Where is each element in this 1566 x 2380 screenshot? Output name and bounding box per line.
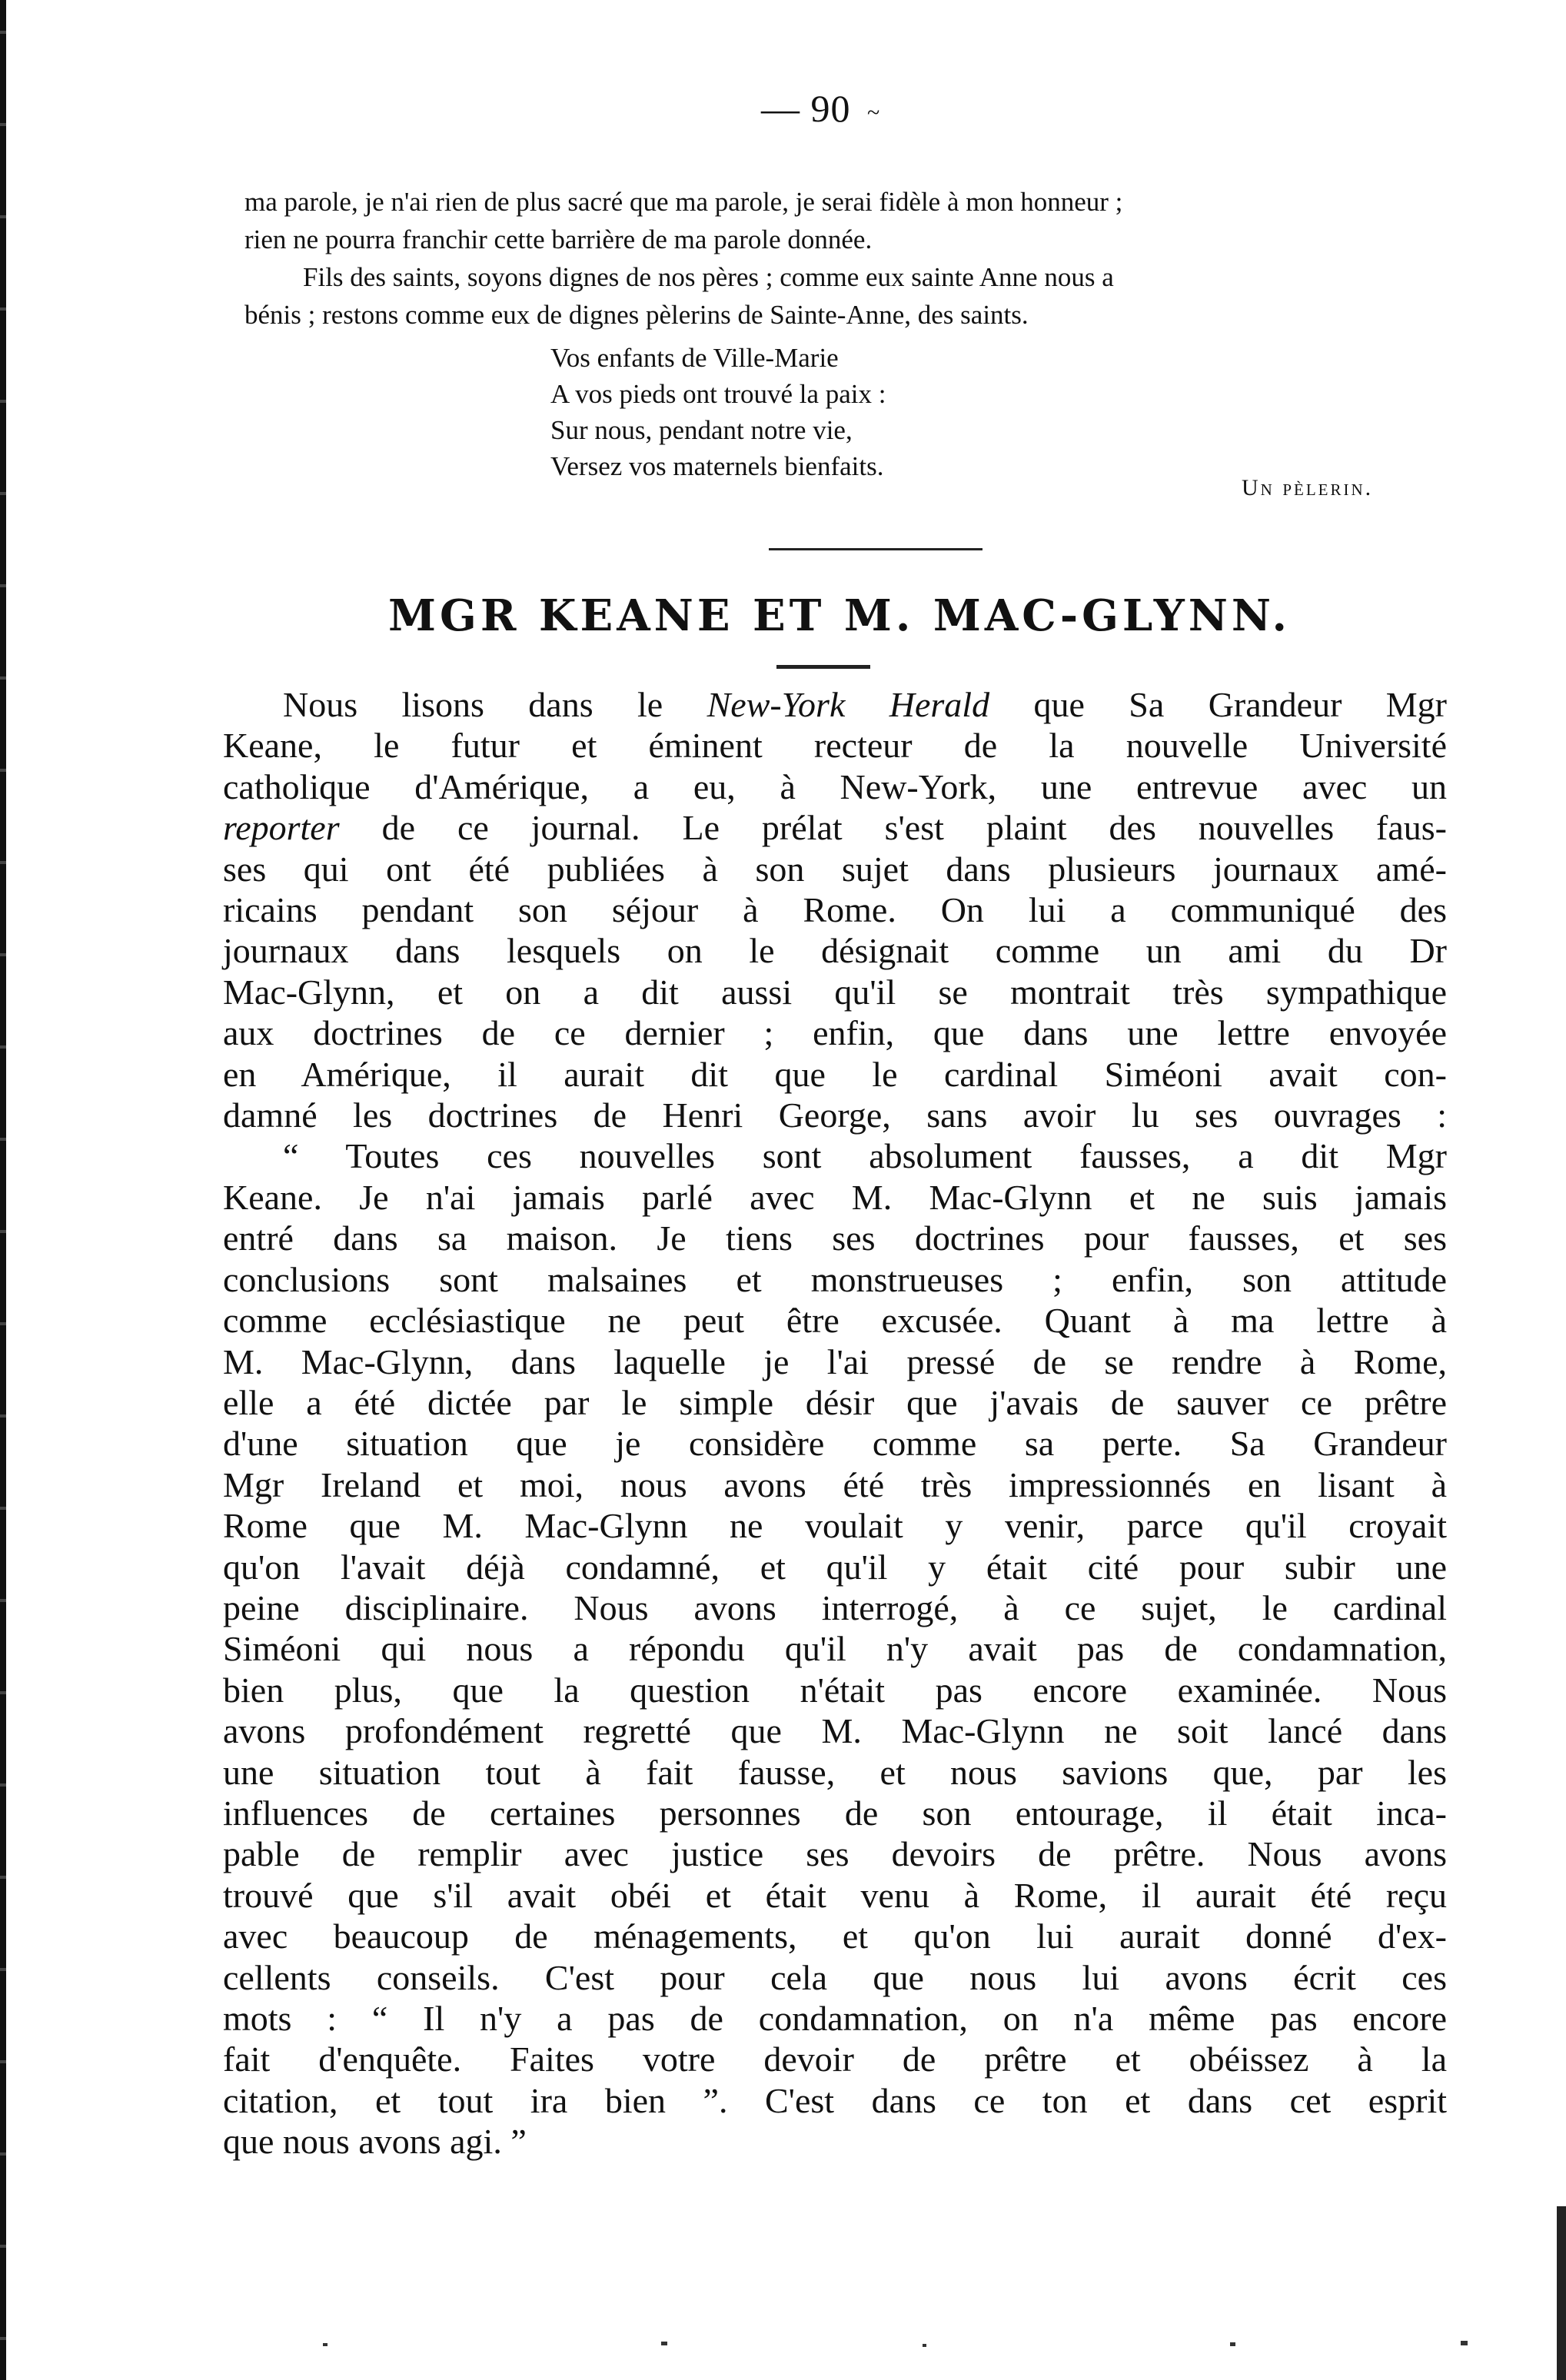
article-line: une situation tout à fait fausse, et nous savions que, par les [223, 1752, 1447, 1792]
poem-verse: Versez vos maternels bienfaits. [550, 451, 884, 481]
intro-text [244, 183, 1459, 334]
intro-paragraph-1 [244, 183, 1459, 258]
article-line: mots : “ Il n'y a pas de condamnation, on n'a même pas encore [223, 1999, 1447, 2038]
intro-paragraph-2 [244, 258, 1459, 334]
poem-verse: Sur nous, pendant notre vie, [550, 415, 853, 445]
scan-border-right [1557, 2206, 1566, 2380]
article-line: ses qui ont été publiées à son sujet dans plusieurs journaux amé- [223, 849, 1447, 889]
intro-line: ma parole, je n'ai rien de plus sacré que ma parole, je serai fidèle à mon honneur ; [244, 187, 1123, 217]
article-line: pable de remplir avec justice ses devoirs de prêtre. Nous avons [223, 1834, 1447, 1874]
poem-verse: A vos pieds ont trouvé la paix : [550, 379, 886, 409]
poem [550, 340, 886, 484]
article-line: influences de certaines personnes de son entourage, il était inca- [223, 1793, 1447, 1833]
article-line: trouvé que s'il avait obéi et était venu à Rome, il aurait été reçu [223, 1875, 1447, 1915]
article-line: conclusions sont malsaines et monstrueuses ; enfin, son attitude [223, 1259, 1447, 1299]
article-title: MGR KEANE ET M. MAC-GLYNN. [388, 590, 1291, 641]
page-number [761, 86, 880, 131]
article-line: peine disciplinaire. Nous avons interrogé, à ce sujet, le cardinal [223, 1587, 1447, 1627]
article-body [223, 684, 1447, 2162]
scan-border-left [0, 0, 6, 2380]
article-line: Mgr Ireland et moi, nous avons été très impressionnés en lisant à [223, 1464, 1447, 1504]
article-line: M. Mac-Glynn, dans laquelle je l'ai pressé de se rendre à Rome, [223, 1341, 1447, 1381]
article-line: avec beaucoup de ménagements, et qu'on lui aurait donné d'ex- [223, 1916, 1447, 1956]
title-underline [776, 665, 870, 669]
article-line: Siméoni qui nous a répondu qu'il n'y avait pas de condamnation, [223, 1629, 1447, 1669]
intro-line: bénis ; restons comme eux de dignes pèlerins de Sainte-Anne, des saints. [244, 300, 1029, 330]
intro-line: Fils des saints, soyons dignes de nos pères ; comme eux sainte Anne nous a [303, 262, 1114, 292]
article-line: citation, et tout ira bien ”. C'est dans ce ton et dans cet esprit [223, 2080, 1447, 2120]
page-number-ornament: ~ [867, 99, 881, 125]
article-line [223, 807, 1447, 848]
article-line: aux doctrines de ce dernier ; enfin, que dans une lettre envoyée [223, 1013, 1447, 1053]
article-line: Keane, le futur et éminent recteur de la nouvelle Université [223, 726, 1447, 766]
article-line: ricains pendant son séjour à Rome. On lui a communiqué des [223, 890, 1447, 930]
article-line: “ Toutes ces nouvelles sont absolument fausses, a dit Mgr [283, 1136, 1447, 1176]
article-line: cellents conseils. C'est pour cela que nous lui avons écrit ces [223, 1957, 1447, 1997]
article-line: elle a été dictée par le simple désir que j'avais de sauver ce prêtre [223, 1382, 1447, 1422]
article-line: en Amérique, il aurait dit que le cardinal Siméoni avait con- [223, 1054, 1447, 1094]
poem-verse: Vos enfants de Ville-Marie [550, 343, 839, 373]
article-line: d'une situation que je considère comme sa perte. Sa Grandeur [223, 1424, 1447, 1464]
intro-line: rien ne pourra franchir cette barrière de ma parole donnée. [244, 224, 873, 254]
article-line [223, 684, 1447, 725]
article-line-text: de ce journal. Le prélat s'est plaint des nouvelles faus- [339, 808, 1447, 848]
signature: Un pèlerin. [1242, 475, 1374, 500]
italic-title: reporter [223, 808, 340, 848]
article-line: comme ecclésiastique ne peut être excusée. Quant à ma lettre à [223, 1301, 1447, 1341]
page-number-value: 90 [810, 87, 851, 130]
article-line: journaux dans lesquels on le désignait comme un ami du Dr [223, 931, 1447, 971]
article-line: catholique d'Amérique, a eu, à New-York, une entrevue avec un [223, 766, 1447, 806]
article-line: que nous avons agi. ” [223, 2122, 527, 2162]
section-divider [769, 548, 982, 550]
article-line-text: Nous lisons dans le [283, 685, 707, 724]
italic-title: New-York Herald [707, 685, 990, 724]
article-line: qu'on l'avait déjà condamné, et qu'il y était cité pour subir une [223, 1547, 1447, 1587]
page-number-prefix: — [761, 87, 800, 130]
article-line: entré dans sa maison. Je tiens ses doctrines pour fausses, et ses [223, 1218, 1447, 1258]
article-line: damné les doctrines de Henri George, sans avoir lu ses ouvrages : [223, 1095, 1447, 1135]
article-line: avons profondément regretté que M. Mac-Glynn ne soit lancé dans [223, 1711, 1447, 1751]
article-line: fait d'enquête. Faites votre devoir de prêtre et obéissez à la [223, 2039, 1447, 2079]
article-line: Rome que M. Mac-Glynn ne voulait y venir, parce qu'il croyait [223, 1506, 1447, 1546]
article-line: bien plus, que la question n'était pas encore examinée. Nous [223, 1670, 1447, 1710]
scan-specks [231, 2337, 1538, 2352]
article-line: Keane. Je n'ai jamais parlé avec M. Mac-Glynn et ne suis jamais [223, 1177, 1447, 1217]
article-line-text: que Sa Grandeur Mgr [989, 685, 1448, 724]
article-line: Mac-Glynn, et on a dit aussi qu'il se montrait très sympathique [223, 972, 1447, 1012]
